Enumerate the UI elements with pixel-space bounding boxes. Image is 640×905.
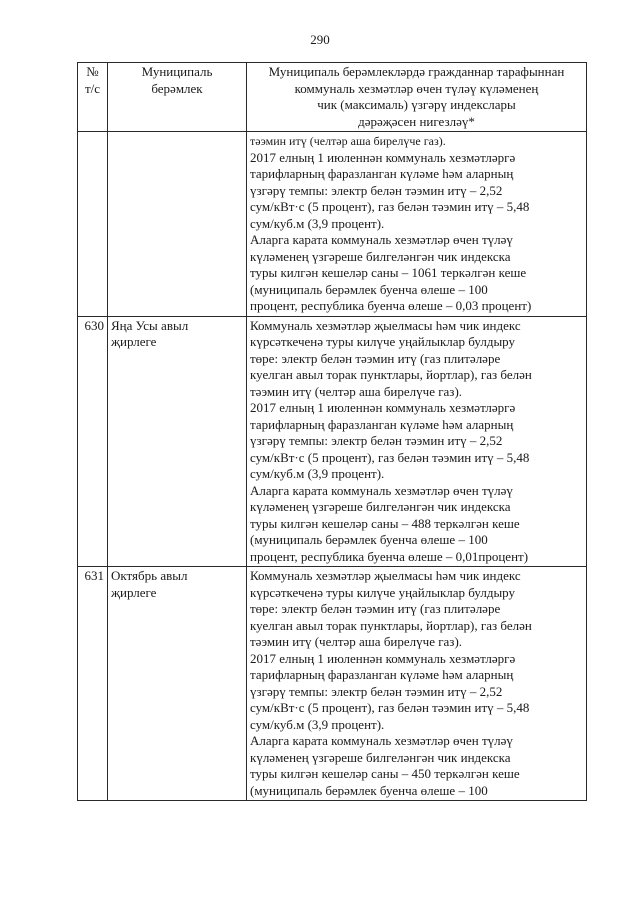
row-number — [78, 132, 108, 317]
page-number: 290 — [310, 32, 330, 47]
header-description: Муниципаль берәмлекләрдә гражданнар тарафыннан коммуналь хезмәтләр өчен түләү күләменең чик (максималь) үзгәрү индекслары дәрәҗәсен нигезләү* — [268, 64, 565, 129]
row-description — [247, 316, 587, 567]
row-description — [247, 132, 587, 317]
row-number: 630 — [78, 316, 108, 567]
row-paragraph: 2017 елның 1 июленнән коммуналь хезмәтләргә тарифларның фаразланган күләме һәм аларның үзгәрү темпы: электр белән тәэмин итү – 2,52 сум/кВт·с (5 процент), газ белән тәэмин итү – 5,48 сум/куб.м (3,9 процент). — [250, 149, 530, 231]
header-description-cell — [247, 63, 587, 132]
row-municipality: Октябрь авыл җирлеге — [108, 567, 247, 801]
row-paragraph: Аларга карата коммуналь хезмәтләр өчен түләү күләменең үзгәреше билгеләнгән чик индекска туры килгән кешеләр саны – 488 теркәлгән кеше (муниципаль берәмлек буенча өлеше – 100 процент, республика буенча өлеше – 0,01процент) — [250, 482, 529, 564]
row-paragraph: 2017 елның 1 июленнән коммуналь хезмәтләргә тарифларның фаразланган күләме һәм аларның үзгәрү темпы: электр белән тәэмин итү – 2,52 сум/кВт·с (5 процент), газ белән тәэмин итү – 5,48 сум/куб.м (3,9 процент). — [250, 650, 530, 732]
table-row — [78, 316, 587, 567]
table-row — [78, 567, 587, 801]
row-number: 631 — [78, 567, 108, 801]
table-row — [78, 132, 587, 317]
row-description — [247, 567, 587, 801]
row-paragraph: Коммуналь хезмәтләр җыелмасы һәм чик индекс күрсәткеченә туры килүче уңайлыклар булдыру төре: электр белән тәэмин итү (газ плитәләре куелган авыл торак пунктлары, йортлар), газ белән тәэмин итү (челтәр аша бирелүче газ). — [250, 317, 532, 399]
header-number-cell — [78, 63, 108, 132]
header-municipality-cell — [108, 63, 247, 132]
row-municipality — [108, 132, 247, 317]
row-paragraph: 2017 елның 1 июленнән коммуналь хезмәтләргә тарифларның фаразланган күләме һәм аларның үзгәрү темпы: электр белән тәэмин итү – 2,52 сум/кВт·с (5 процент), газ белән тәэмин итү – 5,48 сум/куб.м (3,9 процент). — [250, 400, 530, 481]
table-header-row — [78, 63, 587, 132]
header-municipality: Муниципаль берәмлек — [141, 64, 213, 96]
row-paragraph: Коммуналь хезмәтләр җыелмасы һәм чик индекс күрсәткеченә туры килүче уңайлыклар булдыру төре: электр белән тәэмин итү (газ плитәләре куелган авыл торак пунктлары, йортлар), газ белән тәэмин итү (челтәр аша бирелүче газ). — [250, 568, 532, 649]
row-paragraph: тәэмин итү (челтәр аша бирелүче газ). — [250, 134, 446, 148]
header-number: № т/с — [84, 64, 101, 96]
row-paragraph: Аларга карата коммуналь хезмәтләр өчен түләү күләменең үзгәреше билгеләнгән чик индекска туры килгән кешеләр саны – 450 теркәлгән кеше (муниципаль берәмлек буенча өлеше – 100 — [250, 733, 520, 798]
row-paragraph: Аларга карата коммуналь хезмәтләр өчен түләү күләменең үзгәреше билгеләнгән чик индекска туры килгән кешеләр саны – 1061 теркәлгән кеше (муниципаль берәмлек буенча өлеше – 100 процент, республика буенча өлеше – 0,03 процент) — [250, 232, 532, 313]
row-municipality: Яңа Усы авыл җирлеге — [108, 316, 247, 567]
document-table — [77, 62, 587, 801]
